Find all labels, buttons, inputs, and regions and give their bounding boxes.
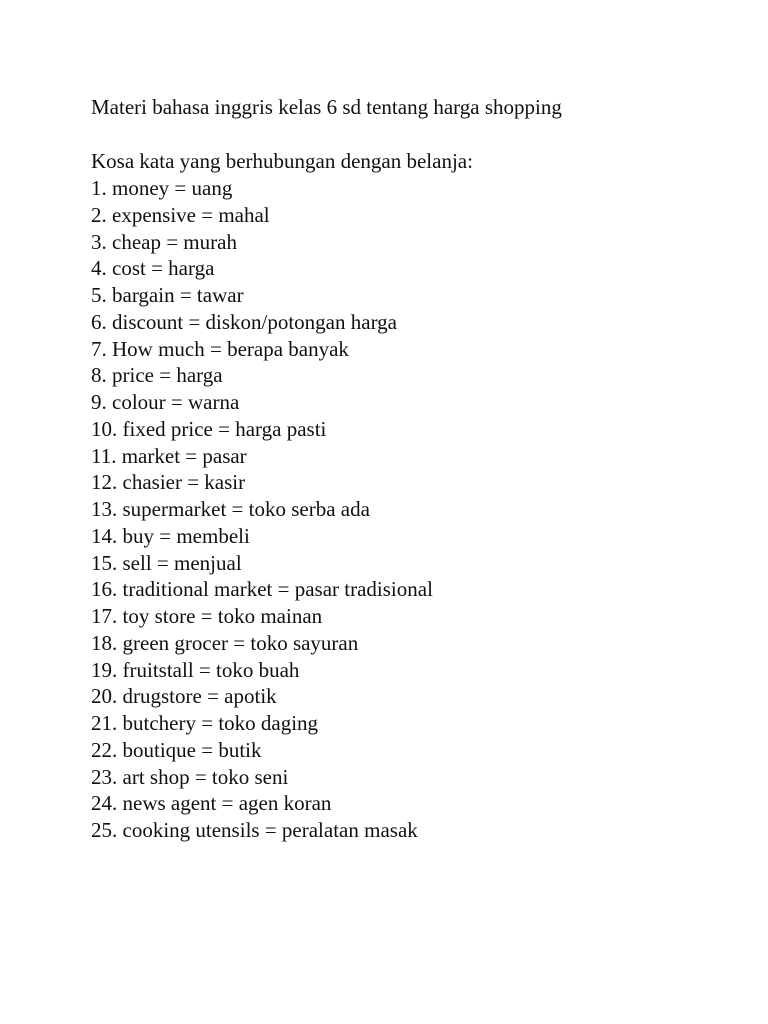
document-title: Materi bahasa inggris kelas 6 sd tentang harga shopping — [91, 95, 562, 119]
vocabulary-item: 20. drugstore = apotik — [91, 684, 277, 709]
vocabulary-item: 17. toy store = toko mainan — [91, 604, 323, 628]
vocabulary-item: 8. price = harga — [91, 363, 223, 388]
vocabulary-item: 11. market = pasar — [91, 443, 247, 468]
vocabulary-item: 22. boutique = butik — [91, 737, 262, 762]
document-body — [91, 94, 731, 844]
vocabulary-item: 5. bargain = tawar — [91, 283, 244, 307]
vocabulary-item: 4. cost = harga — [91, 256, 215, 281]
vocabulary-item: 24. news agent = agen koran — [91, 791, 332, 816]
vocabulary-item: 23. art shop = toko seni — [91, 764, 289, 789]
vocabulary-item: 18. green grocer = toko sayuran — [91, 630, 359, 655]
vocabulary-list — [91, 175, 731, 844]
vocabulary-item: 7. How much = berapa banyak — [91, 336, 349, 361]
vocabulary-item: 3. cheap = murah — [91, 229, 237, 254]
vocabulary-item: 13. supermarket = toko serba ada — [91, 497, 370, 521]
vocabulary-item: 25. cooking utensils = peralatan masak — [91, 818, 418, 842]
vocabulary-item: 10. fixed price = harga pasti — [91, 416, 327, 441]
vocabulary-item: 15. sell = menjual — [91, 550, 242, 575]
vocabulary-item: 16. traditional market = pasar tradisional — [91, 577, 433, 602]
vocabulary-item: 9. colour = warna — [91, 390, 240, 414]
vocabulary-intro: Kosa kata yang berhubungan dengan belanja: — [91, 149, 473, 173]
blank-line — [91, 121, 731, 148]
vocabulary-item: 14. buy = membeli — [91, 523, 250, 548]
vocabulary-item: 2. expensive = mahal — [91, 202, 270, 227]
vocabulary-item: 21. butchery = toko daging — [91, 711, 319, 735]
vocabulary-item: 12. chasier = kasir — [91, 470, 246, 495]
vocabulary-item: 6. discount = diskon/potongan harga — [91, 309, 398, 334]
vocabulary-item: 1. money = uang — [91, 176, 233, 200]
vocabulary-item: 19. fruitstall = toko buah — [91, 657, 300, 682]
